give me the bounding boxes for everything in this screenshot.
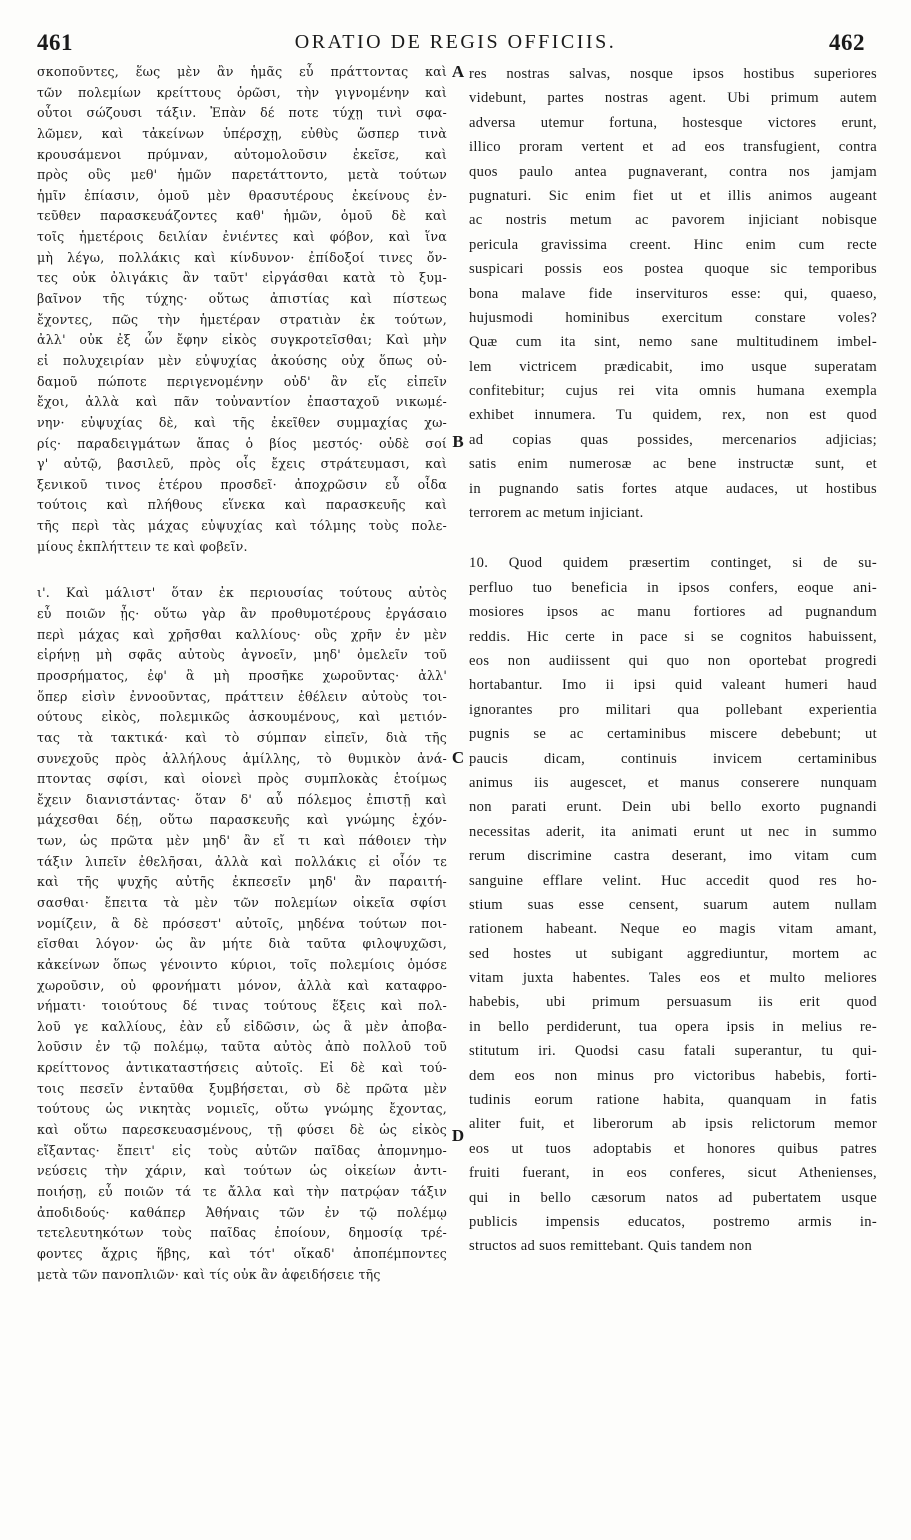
- greek-text-line: τούτοις καὶ πλήθους εἵνεκα καὶ παρασκευῆς καὶ: [37, 497, 447, 513]
- latin-text-line: aliter fuit, et liberorum ab ipsis relictorum memor: [469, 1116, 877, 1133]
- greek-text-line: συνεχοῦς πρὸς ἀλλήλους ἁμίλλης, τὸ θυμικὸν ἀνά-: [37, 750, 447, 766]
- greek-text-line: μίους ἐκπλήττειν τε καὶ φοβεῖν.: [37, 538, 248, 554]
- latin-text-line: eos non audiissent qui quo non oportebat progredi: [469, 652, 877, 669]
- greek-text-line: ὅπερ εἰσὶν ἐννοοῦντας, πράττειν ἐθέλειν αὐτοὺς τοι-: [37, 688, 447, 704]
- greek-text-line: τάξιν λιπεῖν ἐθελῆσαι, ἀλλὰ καὶ πολλάκις εἰ οἷόν τε: [37, 853, 447, 869]
- latin-text-line: bona malave fide inservituros esse: qui, quaeso,: [469, 285, 877, 302]
- page-number-right: 462: [829, 30, 865, 55]
- greek-text-line: τας τὰ τακτικά· καὶ τὸ σύμπαν εἰπεῖν, διὰ τῆς: [37, 729, 447, 745]
- latin-text-line: pugnis se ac certaminibus miscere debebunt; ut: [469, 726, 877, 743]
- latin-text-line: fruiti fuerant, in eos conferes, sicut Athenienses,: [469, 1165, 877, 1182]
- greek-text-line: εἴξαντας· ἔπειτ' εἰς τοὺς αὐτῶν παῖδας ἀπομνημο-: [37, 1142, 447, 1158]
- greek-text-line: ξενικοῦ τινος ἑτέρου προσδεῖ· ἀποχρῶσιν εὖ οἶδα: [37, 476, 447, 492]
- greek-text-line: τούτους ὡς νικητὰς νομιεῖς, οὕτω γνώμης ἔχοντας,: [37, 1101, 447, 1117]
- latin-text-line: videbunt, partes nostras agent. Ubi primum autem: [469, 90, 877, 107]
- greek-text-line: λοῦ γε καλλίους, ἐὰν εὖ εἰδῶσιν, ὡς ἃ μὲν ἀποβα-: [37, 1018, 447, 1034]
- greek-text-line: ἡμῖν ἐπίασιν, ὁμοῦ μὲν θρασυτέρους ἐκείνους ἐν-: [37, 187, 447, 203]
- greek-paragraph-1: [37, 62, 447, 557]
- greek-text-line: ι'. Καὶ μάλιστ' ὅταν ἐκ περιουσίας τούτους αὐτὸς: [37, 585, 447, 601]
- greek-text-line: εἰρήνῃ μὴ σφᾶς αὐτοὺς ἀγνοεῖν, μηδ' ὀμελεῖν τοῦ: [37, 647, 447, 663]
- greek-text-line: περὶ μάχας καὶ χρῆσθαι καλλίους· οὓς χρῆν ἐν μὲν: [37, 626, 447, 642]
- greek-text-line: δαμοῦ πώποτε περιγενομένην οὐδ' ἂν εἴς εἰπεῖν: [37, 373, 447, 389]
- latin-text-line: res nostras salvas, nosque ipsos hostibus superiores: [469, 66, 877, 82]
- latin-text-line: in pugnando satis fortes atque audaces, ut hostibus: [469, 480, 877, 497]
- greek-text-line: χωροῦσιν, οὐ φρονήματι μόνον, ἀλλὰ καὶ καταφρο-: [37, 977, 447, 993]
- section-marker-a: A: [451, 62, 465, 81]
- greek-text-line: οὗτοι σώζουσι τάξιν. Ἐπὰν δέ ποτε τύχῃ τινὶ σφα-: [37, 105, 447, 121]
- greek-text-line: μάχεσθαι δέῃ, οὕτω παρασκευῆς καὶ γνώμης ἐχόν-: [37, 812, 447, 828]
- greek-text-line: μὴ λέγω, πολλάκις καὶ κίνδυνον· ἐπίδοξοί τινες ὄν-: [37, 249, 447, 265]
- greek-text-line: φοντες ἄχρις ἥβης, καὶ τότ' οἴκαδ' ἀποπέμποντες: [37, 1245, 447, 1261]
- greek-text-line: εἰ πολυχειρίαν μὲν εὐψυχίας ἀκούσης οὐχ ὅπως οὐ-: [37, 352, 447, 368]
- latin-text-line: perfluo tuo beneficia in ipsos confers, eoque ani-: [469, 579, 877, 596]
- latin-text-line: confitebitur; cujus rei vita omnis humana exempla: [469, 383, 877, 400]
- latin-text-line: reddis. Hic certe in pace si se cognitos habuissent,: [469, 628, 877, 645]
- greek-text-line: κρουσάμενοι πρύμναν, αὐτομολοῦσιν ἐκεῖσε, καὶ: [37, 146, 447, 162]
- greek-column: [37, 62, 447, 1520]
- latin-text-line: tudinis eorum ratione habita, quanquam in fatis: [469, 1092, 877, 1109]
- latin-text-line: vitam juxta habentes. Tales eos et multo meliores: [469, 970, 877, 987]
- latin-text-line: habebis, ubi primum persuasum iis erit quod: [469, 994, 877, 1011]
- greek-text-line: προσρήματος, ἐφ' ἃ μὴ προσῆκε χωροῦντας· ἀλλ': [37, 667, 447, 683]
- section-marker-c: C: [451, 748, 465, 767]
- latin-paragraph-2: [469, 551, 877, 1258]
- greek-text-line: ποιήσῃ, εὖ ποιῶν τά τε ἄλλα καὶ τὴν πατρῴαν τάξιν: [37, 1183, 447, 1199]
- latin-text-line: exhibet innumera. Tu quidem, rex, non est quod: [469, 407, 877, 424]
- latin-text-line: in bello perdiderunt, tua opera ipsis in melius re-: [469, 1018, 877, 1035]
- greek-text-line: γ' αὐτῷ, βασιλεῦ, πρὸς οἷς ἔχεις στράτευμασι, καὶ: [37, 456, 447, 472]
- latin-text-line: Quæ cum ita sint, nemo sane multitudinem imbel-: [469, 334, 877, 351]
- greek-text-line: τεῦθεν παρασκευάζοντες καθ' ἡμῶν, ὁμοῦ δὲ καὶ: [37, 208, 447, 224]
- latin-text-line: qui in bello cæsorum natos ad pubertatem usque: [469, 1189, 877, 1206]
- greek-paragraph-2: [37, 583, 447, 1285]
- greek-text-line: ρίς· παραδειγμάτων ἅπας ὁ βίος μεστός· οὐδὲ σοί: [37, 435, 447, 451]
- greek-text-line: νεύσεις τὴν χάριν, καὶ τούτων ὡς οἰκείων ἀντι-: [37, 1163, 447, 1179]
- latin-text-line: publicis impensis educatos, postremo armis in-: [469, 1213, 877, 1230]
- latin-text-line: hujusmodi hominibus exercitum constare voles?: [469, 309, 877, 326]
- greek-text-line: εῖσθαι λόγον· ὡς ἂν μήτε διὰ ταῦτα φιλοψυχῶσι,: [37, 936, 447, 952]
- greek-text-line: ἔχειν διανιστάντας· ὅταν δ' αὖ πόλεμος ἐπιστῇ καὶ: [37, 791, 447, 807]
- greek-text-line: καὶ τῆς ψυχῆς αὐτῆς ἐκπεσεῖν μηδ' ἂν παραιτή-: [37, 874, 447, 890]
- latin-text-line: rationem habeant. Neque eo magis vitam amant,: [469, 921, 877, 938]
- greek-text-line: ἔχοι, ἀλλὰ καὶ πᾶν τοὐναντίον ἐπασταχοῦ νικωμέ-: [37, 394, 447, 410]
- latin-text-line: hortabantur. Imo ii ipsi quid valeant humeri haud: [469, 677, 877, 694]
- paragraph-gap: [37, 557, 447, 583]
- greek-text-line: σκοποῦντες, ἕως μὲν ἂν ἡμᾶς εὖ πράττοντας καὶ: [37, 64, 447, 79]
- latin-text-line: terrorem ac metum injiciant.: [469, 505, 644, 522]
- paragraph-gap: [469, 525, 877, 551]
- latin-text-line: non parati erunt. Dein ubi bello exorto pugnandi: [469, 799, 877, 816]
- latin-text-line: ac nostris metum ac pavorem injiciant nobisque: [469, 212, 877, 229]
- latin-text-line: paucis dicam, continuis invicem certaminibus: [469, 750, 877, 767]
- greek-text-line: νήματι· τοιούτους δέ τινας τούτους ἕξεις καὶ πολ-: [37, 998, 447, 1014]
- greek-text-line: ἀλλ' οὐκ ἐξ ὧν ἔφην εἰκὸς συγκροτεῖσθαι; Καὶ μὴν: [37, 332, 447, 348]
- greek-text-line: ἀποδιδούς· καθάπερ Ἀθήναις τῶν ἐν τῷ πολέμῳ: [37, 1204, 447, 1220]
- greek-text-line: λοῦσιν ἐν τῷ πολέμῳ, ταῦτα αὐτὸς ἀπὸ πολλοῦ τοῦ: [37, 1039, 447, 1055]
- latin-paragraph-1: [469, 62, 877, 525]
- latin-text-line: pericula gravissima creent. Hinc enim cum recte: [469, 236, 877, 253]
- greek-text-line: τες οὐκ ὀλιγάκις ἂν ταῦτ' εἰργάσθαι κατὰ τὸ ξυμ-: [37, 270, 447, 286]
- latin-text-line: suspicari possis eos postea quoque sic temporibus: [469, 261, 877, 278]
- page-number-left: 461: [37, 30, 73, 55]
- latin-text-line: stitutum iri. Quodsi casu fatali superantur, tu qui-: [469, 1043, 877, 1060]
- greek-text-line: νην· εὐψυχίας δὲ, καὶ τῆς ἐκεῖθεν συμμαχίας χω-: [37, 414, 447, 430]
- greek-text-line: καὶ οὕτω παρεσκευασμένους, τῇ φύσει δὲ ὡς εἰκὸς: [37, 1122, 447, 1138]
- greek-text-line: τετελευτηκότων τοὺς παῖδας ἐποίουν, δημοσίᾳ τρέ-: [37, 1225, 447, 1241]
- greek-text-line: των, ὡς πρῶτα μὲν μηδ' ἂν εἴ τι καὶ πάθοιεν τὴν: [37, 833, 447, 849]
- greek-text-line: πρὸς οὓς μεθ' ἡμῶν παρετάττοντο, μετὰ τούτων: [37, 167, 447, 183]
- latin-text-line: animus iis augescet, et manus conserere nunquam: [469, 774, 877, 791]
- latin-text-line: 10. Quod quidem præsertim continget, si de su-: [469, 555, 877, 572]
- latin-text-line: structos ad suos remittebant. Quis tandem non: [469, 1238, 753, 1255]
- latin-text-line: sed hostes ut subigant aggrediuntur, mortem ac: [469, 945, 877, 962]
- latin-text-line: mosiores ipsos ac manu fortiores ad pugnandum: [469, 604, 877, 621]
- running-title: ORATIO DE REGIS OFFICIIS.: [294, 31, 617, 53]
- latin-text-line: lem victricem prædicabit, imo usque superatam: [469, 358, 877, 375]
- greek-text-line: σασθαι· ἔπειτα τὰ μὲν τῶν πολεμίων οἰκεῖα σφίσι: [37, 894, 447, 910]
- latin-text-line: ignorantes pro militari qua pollebant experientia: [469, 701, 877, 718]
- latin-column: [469, 62, 877, 1520]
- greek-text-line: τοις πεσεῖν ἐνταῦθα ξυμβήσεται, σὺ δὲ πρῶτα μὲν: [37, 1080, 447, 1096]
- latin-text-line: dem eos non minus pro victoribus habebis, forti-: [469, 1067, 877, 1084]
- greek-text-line: βαῖνον τῆς τύχης· οὕτως ἀπιστίας καὶ πίστεως: [37, 291, 447, 307]
- latin-text-line: quos paulo antea pugnaverant, contra nos jamjam: [469, 163, 877, 180]
- latin-text-line: rerum discrimine castra deserant, imo vitam cum: [469, 848, 877, 865]
- latin-text-line: stium suas esse censent, suarum autem nullam: [469, 896, 877, 913]
- greek-text-line: τῆς περὶ τὰς μάχας εὐψυχίας καὶ τόλμης τοὺς πολε-: [37, 518, 447, 534]
- latin-text-line: ad copias quas possides, mercenarios adjicias;: [469, 431, 877, 448]
- greek-text-line: ούτους εἰκὸς, πολεμικῶς ἀσκουμένους, καὶ μετιόν-: [37, 709, 447, 725]
- latin-text-line: satis enim numerosæ ac bene instructæ sunt, et: [469, 456, 877, 473]
- greek-text-line: εὖ ποιῶν ᾖς· οὕτω γὰρ ἂν προθυμοτέρους ἐργάσαιο: [37, 606, 447, 622]
- section-marker-d: D: [451, 1126, 465, 1145]
- greek-text-line: ἔχοντες, πῶς τὴν ἡμετέραν στρατιὰν ἐκ τούτων,: [37, 311, 447, 327]
- greek-text-line: πτοντας σφίσι, καὶ οἱονεὶ πρὸς συμπλοκὰς ἑτοίμως: [37, 771, 447, 787]
- greek-text-line: τῶν πολεμίων κρείττους ὁρῶσι, τὴν γιγνομένην καὶ: [37, 84, 447, 100]
- latin-text-line: necessitas aderit, ita animati erunt ut nec in summo: [469, 823, 877, 840]
- greek-text-line: κρείττονος ἀντικαταστήσεις αὐτοῖς. Εἰ δὲ καὶ τού-: [37, 1060, 447, 1076]
- greek-text-line: λῶμεν, καὶ τἀκείνων ὑπέρσχῃ, εὐθὺς ὥσπερ τινὰ: [37, 125, 447, 141]
- latin-text-line: illico proram vertent et ad eos transfugient, contra: [469, 139, 877, 156]
- section-marker-b: B: [452, 432, 464, 451]
- latin-text-line: pugnaturi. Sic enim fiet ut et illis animos augeant: [469, 187, 877, 204]
- greek-text-line: κἀκείνων ὅπως γένοιντο κύριοι, τοῖς πολεμίοις ὁμόσε: [37, 956, 447, 972]
- greek-text-line: μετὰ τῶν πανοπλιῶν· καὶ τίς οὐκ ἂν ἀφειδήσειε τῆς: [37, 1266, 381, 1282]
- latin-text-line: sanguine efflare velint. Huc accedit quod res ho-: [469, 872, 877, 889]
- greek-text-line: νομίζειν, ἃ δὲ πρόσεστ' αὐτοῖς, μηδένα τούτων ποι-: [37, 915, 447, 931]
- greek-text-line: τοῖς ἡμετέροις δειλίαν ἐνιέντες καὶ φόβον, καὶ ἵνα: [37, 229, 447, 245]
- latin-text-line: adversa utemur fortuna, hostesque victores erunt,: [469, 114, 877, 131]
- latin-text-line: eos ut tuos adoptabis et honores quibus patres: [469, 1140, 877, 1157]
